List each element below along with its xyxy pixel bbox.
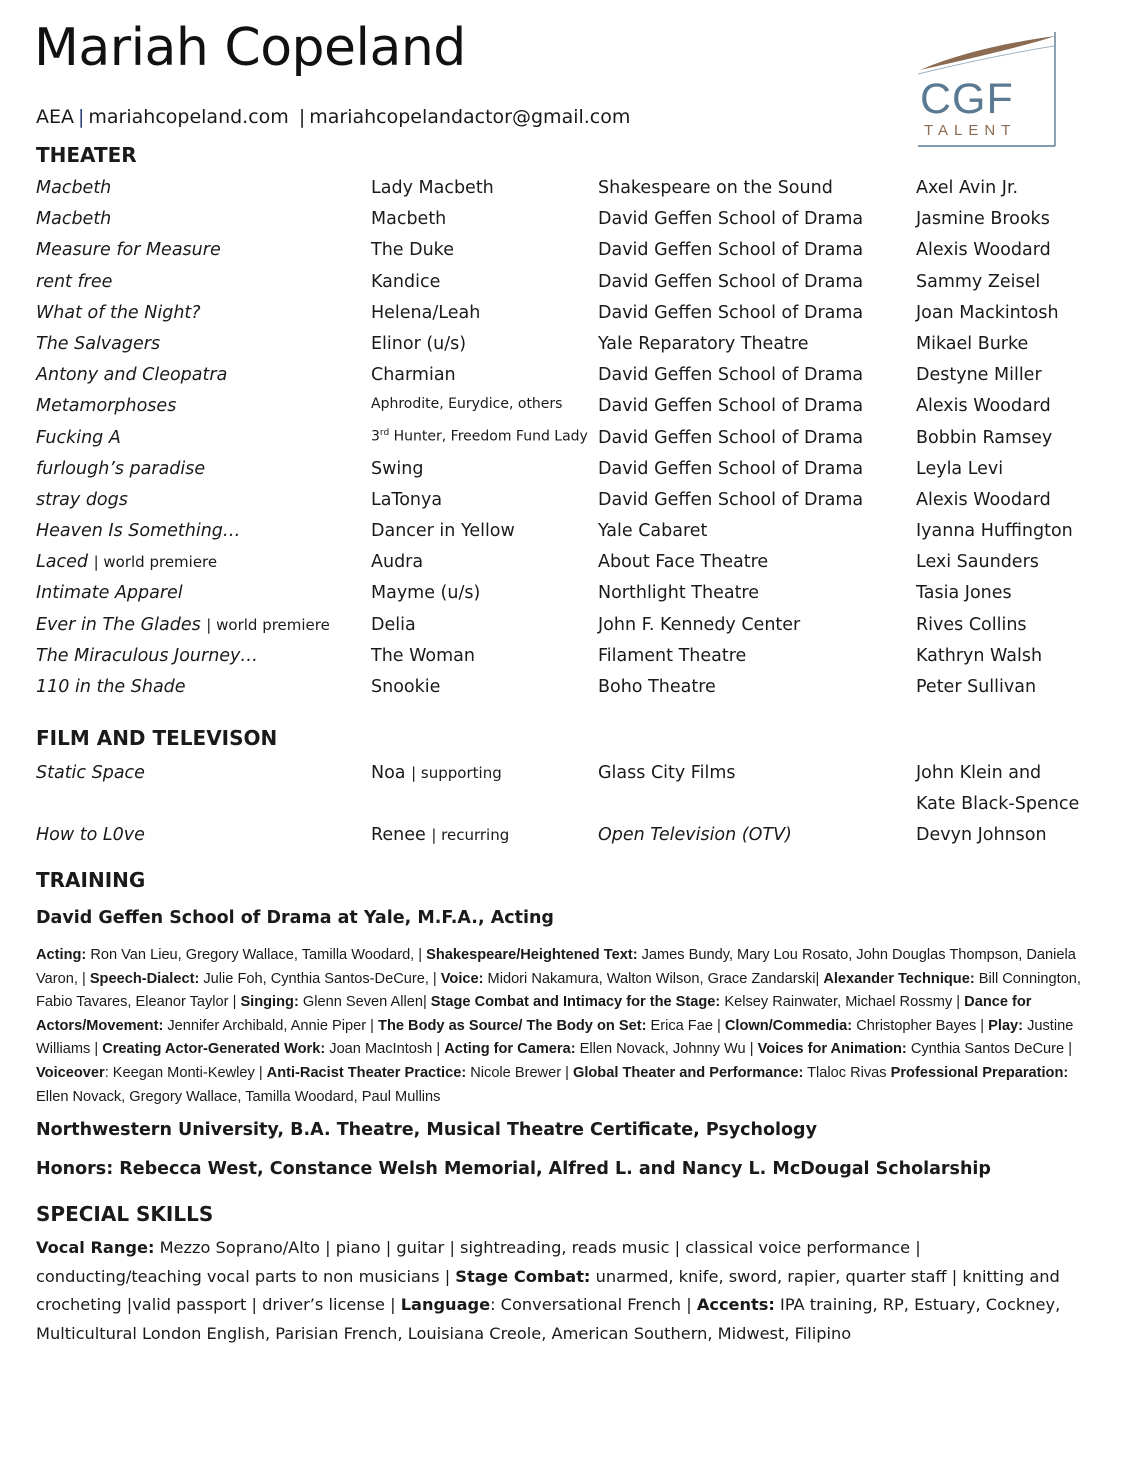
company: Filament Theatre: [598, 645, 747, 666]
school-yale: David Geffen School of Drama at Yale, M.F.A., Acting: [36, 908, 554, 928]
teacher-names: Ellen Novack, Gregory Wallace, Tamilla Woodard, Paul Mullins: [36, 1088, 441, 1105]
company: David Geffen School of Drama: [598, 271, 864, 292]
role: Macbeth: [371, 209, 447, 230]
director: Kathryn Walsh: [916, 645, 1043, 666]
teacher-names: Bill Connington, Fabio Tavares, Eleanor Taylor |: [36, 970, 1081, 1011]
teacher-names: Ron Van Lieu, Gregory Wallace, Tamilla Woodard, |: [86, 947, 427, 963]
show-title: rent free: [36, 271, 113, 292]
director: Iyanna Huffington: [916, 521, 1073, 542]
skills-heading: SPECIAL SKILLS: [36, 1202, 214, 1226]
theater-row: [0, 615, 1140, 646]
theater-row: [0, 209, 1140, 240]
cgf-talent-logo: [912, 22, 1062, 152]
logo-text: CGF: [920, 75, 1014, 123]
teacher-category: Play:: [988, 1017, 1024, 1034]
film-credits: [0, 758, 1140, 851]
theater-row: [0, 428, 1140, 459]
director: Destyne Miller: [916, 365, 1042, 386]
teacher-names: James Bundy, Mary Lou Rosato, John Douglas Thompson, Daniela Varon, |: [36, 947, 1076, 987]
contact-line: [36, 106, 630, 128]
premiere-note: | world premiere: [206, 615, 330, 634]
director: Jasmine Brooks: [916, 209, 1050, 230]
director: Alexis Woodard: [916, 240, 1051, 261]
logo-swoosh: [920, 36, 1055, 70]
teacher-names: : Keegan Monti-Kewley |: [104, 1064, 267, 1081]
teacher-category: Voice:: [440, 970, 484, 987]
skill-list: IPA training, RP, Estuary, Cockney, Multicultural London English, Parisian French, Louisiana Creole, American Southern, Midwest, Filipino: [36, 1295, 1061, 1343]
film-director: Devyn Johnson: [916, 825, 1047, 845]
film-director: John Klein and Kate Black-Spence: [916, 763, 1080, 814]
teacher-names: Christopher Bayes |: [852, 1017, 989, 1034]
teacher-names: Midori Nakamura, Walton Wilson, Grace Zandarski|: [483, 970, 824, 987]
role: Audra: [371, 552, 424, 573]
skill-category: Language: [400, 1295, 491, 1314]
role: Charmian: [371, 365, 456, 386]
logo-subtext: TALENT: [924, 122, 1017, 139]
premiere-note: | world premiere: [93, 553, 218, 572]
teacher-category: Shakespeare/Heightened Text:: [426, 947, 638, 963]
theater-row: [0, 396, 1140, 427]
show-title: Antony and Cleopatra: [36, 365, 228, 386]
company: David Geffen School of Drama: [598, 209, 864, 230]
company: John F. Kennedy Center: [598, 614, 801, 635]
teacher-category: Alexander Technique:: [823, 970, 975, 987]
show-title: stray dogs: [36, 489, 128, 510]
company: Boho Theatre: [598, 677, 716, 697]
role: Aphrodite, Eurydice, others: [371, 396, 563, 413]
role: Lady Macbeth: [371, 178, 494, 198]
role: The Woman: [371, 645, 475, 666]
theater-row: [0, 552, 1140, 583]
role: 3rd Hunter, Freedom Fund Lady: [371, 427, 588, 445]
role: Kandice: [371, 271, 441, 292]
theater-row: [0, 272, 1140, 303]
show-title: The Salvagers: [36, 333, 161, 354]
teacher-names: Erica Fae |: [646, 1017, 725, 1034]
teacher-names: Nicole Brewer |: [466, 1064, 573, 1081]
director: Alexis Woodard: [916, 396, 1051, 417]
theater-row: [0, 303, 1140, 334]
film-role: Renee | recurring: [371, 825, 510, 845]
actor-name: Mariah Copeland: [34, 18, 466, 78]
teacher-category: Anti-Racist Theater Practice:: [266, 1064, 467, 1081]
film-title: How to L0ve: [36, 825, 145, 845]
role: Mayme (u/s): [371, 583, 481, 604]
company: David Geffen School of Drama: [598, 396, 864, 417]
role: Dancer in Yellow: [371, 521, 515, 542]
teacher-category: Stage Combat and Intimacy for the Stage:: [430, 994, 721, 1011]
teacher-names: Joan MacIntosh |: [325, 1041, 445, 1058]
union-label: AEA: [36, 106, 74, 128]
skill-category: Accents:: [696, 1295, 775, 1314]
teacher-names: Julie Foh, Cynthia Santos-DeCure, |: [199, 970, 441, 987]
theater-row: [0, 677, 1140, 708]
teacher-names: Kelsey Rainwater, Michael Rossmy |: [720, 994, 965, 1011]
show-title: Intimate Apparel: [36, 583, 183, 604]
show-title: 110 in the Shade: [36, 677, 186, 697]
skill-category: Vocal Range:: [36, 1238, 155, 1257]
director: Rives Collins: [916, 614, 1027, 635]
role: LaTonya: [371, 489, 443, 510]
role: Elinor (u/s): [371, 333, 467, 354]
show-title: furlough’s paradise: [36, 458, 206, 479]
separator: |: [298, 106, 306, 128]
show-title: Heaven Is Something…: [36, 521, 241, 542]
film-company: Glass City Films: [598, 763, 736, 783]
teacher-names: Glenn Seven Allen|: [298, 994, 431, 1011]
director: Peter Sullivan: [916, 677, 1037, 697]
film-heading: FILM AND TELEVISON: [36, 726, 278, 750]
training-heading: TRAINING: [36, 868, 146, 892]
teacher-names: Cynthia Santos DeCure |: [906, 1041, 1072, 1058]
teacher-names: Tlaloc Rivas: [803, 1064, 891, 1081]
school-northwestern: Northwestern University, B.A. Theatre, Musical Theatre Certificate, Psychology: [36, 1120, 817, 1140]
teacher-category: Dance for Actors/Movement:: [36, 994, 1032, 1034]
company: David Geffen School of Drama: [598, 302, 864, 323]
director: Bobbin Ramsey: [916, 427, 1053, 448]
role: The Duke: [371, 240, 454, 261]
teacher-category: Global Theater and Performance:: [572, 1064, 804, 1081]
film-row: [0, 820, 1140, 851]
show-title: Measure for Measure: [36, 240, 221, 261]
show-title: Laced | world premiere: [36, 552, 218, 573]
role: Swing: [371, 458, 424, 479]
teacher-category: Acting:: [36, 947, 87, 963]
director: Joan Mackintosh: [916, 302, 1059, 323]
teacher-names: Ellen Novack, Johnny Wu |: [575, 1041, 758, 1058]
teacher-category: Clown/Commedia:: [724, 1017, 853, 1034]
company: About Face Theatre: [598, 552, 769, 573]
skill-list: Mezzo Soprano/Alto | piano | guitar | sightreading, reads music | classical voice performance | conducting/teaching vocal parts to non musicians |: [36, 1238, 921, 1286]
company: Yale Reparatory Theatre: [598, 333, 809, 354]
teacher-category: Speech-Dialect:: [89, 970, 200, 987]
theater-row: [0, 521, 1140, 552]
honors: Honors: Rebecca West, Constance Welsh Memorial, Alfred L. and Nancy L. McDougal Scholarship: [36, 1159, 991, 1179]
director: Mikael Burke: [916, 333, 1029, 354]
company: David Geffen School of Drama: [598, 365, 864, 386]
director: Leyla Levi: [916, 458, 1004, 479]
show-title: What of the Night?: [36, 302, 201, 323]
theater-row: [0, 459, 1140, 490]
director: Sammy Zeisel: [916, 271, 1041, 292]
separator: |: [78, 106, 85, 128]
show-title: Ever in The Glades | world premiere: [36, 614, 330, 635]
teacher-names: Jennifer Archibald, Annie Piper |: [163, 1017, 379, 1034]
show-title: Macbeth: [36, 178, 112, 198]
theater-row: [0, 240, 1140, 271]
film-company: Open Television (OTV): [598, 825, 792, 845]
teacher-category: Voices for Animation:: [757, 1041, 907, 1058]
teacher-category: Creating Actor-Generated Work:: [102, 1041, 326, 1058]
theater-credits: [0, 178, 1140, 708]
show-title: Fucking A: [36, 427, 121, 448]
director: Lexi Saunders: [916, 552, 1039, 573]
email-link[interactable]: mariahcopelandactor@gmail.com: [309, 106, 631, 128]
show-title: Macbeth: [36, 209, 112, 230]
company: David Geffen School of Drama: [598, 427, 864, 448]
film-role: Noa | supporting: [371, 763, 502, 783]
role: Helena/Leah: [371, 302, 481, 323]
teacher-category: Voiceover: [36, 1064, 105, 1081]
teacher-category: Singing:: [240, 994, 299, 1011]
theater-row: [0, 178, 1140, 209]
company: David Geffen School of Drama: [598, 489, 864, 510]
teacher-category: Professional Preparation:: [890, 1064, 1069, 1081]
skill-list: unarmed, knife, sword, rapier, quarter staff | knitting and crocheting |valid passport | driver’s license |: [36, 1266, 1060, 1314]
company: Northlight Theatre: [598, 583, 760, 604]
company: Shakespeare on the Sound: [598, 178, 833, 198]
teacher-names: Justine Williams |: [36, 1017, 1074, 1058]
skill-category: Stage Combat:: [455, 1266, 591, 1286]
show-title: The Miraculous Journey…: [36, 645, 258, 666]
skill-list: : Conversational French |: [490, 1295, 697, 1314]
theater-row: [0, 334, 1140, 365]
director: Tasia Jones: [916, 583, 1012, 604]
director: Alexis Woodard: [916, 489, 1051, 510]
theater-heading: THEATER: [36, 143, 137, 167]
theater-row: [0, 583, 1140, 614]
role: Snookie: [371, 677, 441, 697]
theater-row: [0, 646, 1140, 677]
theater-row: [0, 365, 1140, 396]
teacher-category: The Body as Source/ The Body on Set:: [378, 1017, 647, 1034]
film-title: Static Space: [36, 763, 145, 783]
special-skills: [36, 1234, 1086, 1348]
teacher-category: Acting for Camera:: [444, 1041, 576, 1058]
company: David Geffen School of Drama: [598, 458, 864, 479]
film-row: [0, 758, 1140, 820]
show-title: Metamorphoses: [36, 396, 177, 417]
role: Delia: [371, 614, 416, 635]
theater-row: [0, 490, 1140, 521]
company: Yale Cabaret: [598, 521, 708, 542]
website-link[interactable]: mariahcopeland.com: [88, 106, 289, 128]
director: Axel Avin Jr.: [916, 178, 1019, 198]
company: David Geffen School of Drama: [598, 240, 864, 261]
training-teachers: [36, 944, 1081, 1109]
